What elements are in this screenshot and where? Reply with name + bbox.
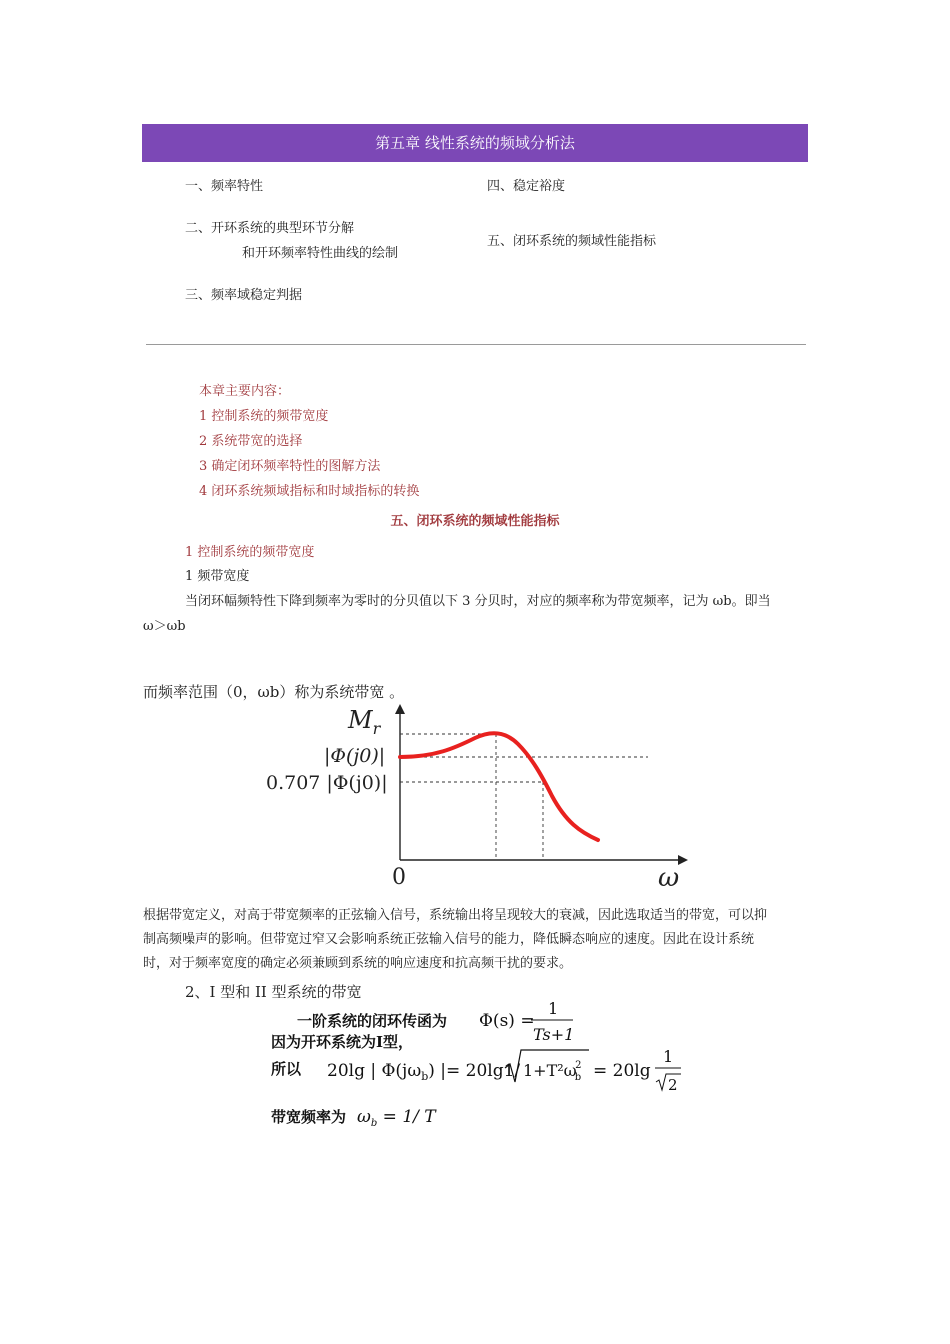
label-phi: |Φ(j0)| [324, 745, 386, 767]
contents-item-1: 1 控制系统的频带宽度 [199, 409, 329, 424]
toc-item-5: 五、闭环系统的频域性能指标 [487, 234, 657, 249]
formula-line4-math: $\omega_b = 1/$ T [357, 1107, 436, 1129]
formula-line1-lhs: Φ(s) = [479, 1011, 535, 1031]
label-mr: $M_r$ [348, 706, 381, 738]
label-origin: 0 [392, 865, 406, 890]
para1-line2: ω＞ωb [143, 619, 186, 634]
toc-item-1: 一、频率特性 [185, 179, 264, 194]
contents-item-3: 3 确定闭环频率特性的图解方法 [199, 459, 381, 474]
contents-heading: 本章主要内容： [199, 384, 291, 399]
formula-line3-root: 1+T²ωb2 [523, 1060, 582, 1083]
contents-item-2: 2 系统带宽的选择 [199, 434, 303, 449]
subsection-title: 1 频带宽度 [185, 569, 250, 584]
y-axis-arrow [395, 704, 405, 714]
para2-line3: 时，对于频率宽度的确定必须兼顾到系统的响应速度和抗高频干扰的要求。 [143, 956, 573, 971]
formula-line1-num: 1 [548, 999, 559, 1018]
para2-line1: 根据带宽定义，对高于带宽频率的正弦输入信号，系统输出将呈现较大的衰减，因此选取适当的带宽，可以抑 [143, 908, 768, 923]
formula-line3-a: 20lg | $\Phi(j\omega_b)$ |= 20lg1/ [327, 1061, 521, 1083]
response-curve [400, 733, 598, 840]
formula-line4-text: 带宽频率为 [271, 1108, 347, 1126]
section-subtitle: 1 控制系统的频带宽度 [185, 545, 315, 560]
toc-item-2: 二、开环系统的典型环节分解 [185, 221, 355, 236]
bandwidth-figure [260, 700, 690, 890]
para2-line2: 制高频噪声的影响。但带宽过窄又会影响系统正弦输入信号的能力，降低瞬态响应的速度。因此在设计系统 [143, 932, 755, 947]
formula-line3-frac-den: 2 [668, 1076, 678, 1094]
chapter-title: 第五章 线性系统的频域分析法 [375, 134, 575, 152]
x-axis-arrow [678, 855, 688, 865]
toc-item-2-cont: 和开环频率特性曲线的绘制 [242, 246, 399, 261]
label-0707: 0.707 |Φ(j0)| [266, 772, 388, 794]
formula-block [265, 996, 695, 1136]
formula-line1-text: 一阶系统的闭环传函为 [297, 1012, 448, 1030]
formula-line3-eq: = 20lg [593, 1061, 651, 1081]
chapter-banner [142, 124, 808, 162]
para1-line1: 当闭环幅频特性下降到频率为零时的分贝值以下 3 分贝时，对应的频率称为带宽频率，记为 ωb。即当 [185, 594, 771, 609]
formula-line3-frac-num: 1 [663, 1047, 674, 1066]
range-text: 而频率范围（0，ωb）称为系统带宽 。 [143, 683, 405, 701]
toc-item-4: 四、稳定裕度 [487, 179, 566, 194]
label-omega: ω [658, 863, 680, 890]
section2-title: 2、I 型和 II 型系统的带宽 [185, 983, 362, 1001]
toc-item-3: 三、频率域稳定判据 [185, 288, 303, 303]
formula-line2-text: 因为开环系统为I型， [271, 1033, 414, 1051]
section-title: 五、闭环系统的频域性能指标 [390, 514, 560, 529]
formula-line1-den: Ts+1 [533, 1025, 575, 1044]
formula-line3-text: 所以 [271, 1060, 302, 1078]
contents-item-4: 4 闭环系统频域指标和时域指标的转换 [199, 484, 420, 499]
divider [146, 344, 806, 345]
